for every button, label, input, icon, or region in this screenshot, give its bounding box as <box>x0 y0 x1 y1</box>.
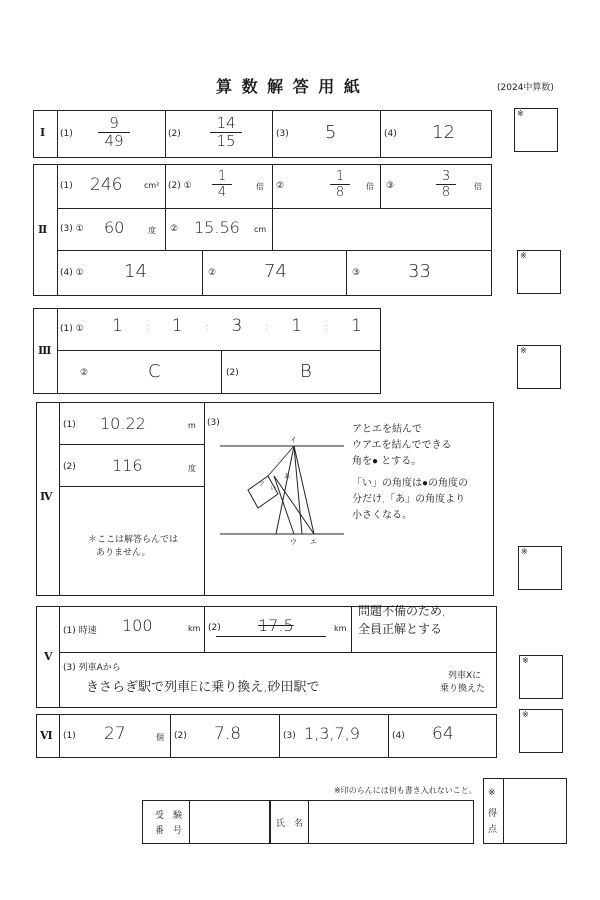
q2-3-1-label: (3) ① <box>60 224 84 234</box>
q4-expl-line: 分だけ,「あ」の角度より <box>352 494 466 505</box>
q4-1-answer[interactable]: 10.22 <box>100 414 146 433</box>
q2-3-2-unit: cm <box>254 225 267 234</box>
q5-note-line: 全員正解とする <box>358 622 443 636</box>
q1-1-label: (1) <box>60 129 73 139</box>
q2-4-3-answer[interactable]: 33 <box>408 261 431 282</box>
exam-number-label-2: 番 号 <box>155 826 183 836</box>
q4-geometry-figure <box>218 430 346 550</box>
q6-4-label: (4) <box>392 731 405 741</box>
score-box-5: ※ <box>519 655 563 699</box>
q5-2-unit: km <box>334 624 347 633</box>
q4-note-line1: ＊ここは解答らんでは <box>88 535 179 545</box>
section-3-number: Ⅲ <box>38 344 52 357</box>
q4-expl-line: アとエを結んで <box>352 424 422 435</box>
q5-1-answer[interactable]: 100 <box>122 616 153 635</box>
score-box-3: ※ <box>517 345 561 389</box>
q4-1-label: (1) <box>63 420 76 430</box>
section-1-number: I <box>40 126 46 139</box>
q2-4-2-answer[interactable]: 74 <box>264 261 287 282</box>
q4-expl-line: 「い」の角度は●の角度の <box>352 478 469 489</box>
q6-2-label: (2) <box>174 731 187 741</box>
score-box-6: ※ <box>519 709 563 753</box>
q5-3-tail-2: 乗り換えた <box>440 684 486 694</box>
fig-label-ii: い <box>270 485 277 492</box>
exam-number-input[interactable] <box>190 801 269 843</box>
q2-2-3-answer[interactable]: 3 8 <box>436 170 456 199</box>
footer-note: ※印のらんには何も書き入れないこと。 <box>334 786 477 795</box>
score-box-2: ※ <box>517 250 561 294</box>
q2-4-2-label: ② <box>208 268 217 278</box>
q4-note-line2: ありません。 <box>96 548 151 558</box>
q5-note-line: 問題不備のため, <box>358 604 446 618</box>
q5-3-answer[interactable]: きさらぎ駅で列車Eに乗り換え,砂田駅で <box>86 680 320 695</box>
q6-1-unit: 個 <box>156 733 164 742</box>
q2-2-2-label: ② <box>276 181 285 191</box>
q2-4-1-answer[interactable]: 14 <box>124 261 147 282</box>
q2-2-1-unit: 倍 <box>256 182 264 191</box>
q4-expl-line: ウアエを結んでできる <box>352 440 452 451</box>
exam-number-label-1: 受 験 <box>155 811 183 821</box>
q4-1-unit: m <box>188 421 196 430</box>
page-title: 算 数 解 答 用 紙 <box>216 77 362 96</box>
exam-code: (2024中算数) <box>497 83 554 93</box>
q2-4-1-label: (4) ① <box>60 268 84 278</box>
q2-2-2-answer[interactable]: 1 8 <box>330 170 350 199</box>
score-box-1: ※ <box>514 108 558 152</box>
fig-label-u: ウ <box>290 538 297 546</box>
q5-1-label: (1) 時速 <box>63 626 97 636</box>
q5-3-label: (3) 列車Aから <box>63 663 121 673</box>
q1-3-answer[interactable]: 5 <box>325 122 337 143</box>
q5-grading-note <box>358 602 446 638</box>
q2-3-2-answer[interactable]: 15.56 <box>194 218 240 237</box>
q2-4-3-label: ③ <box>352 268 361 278</box>
q6-3-answer[interactable]: 1,3,7,9 <box>304 724 360 743</box>
q3-2-answer-b[interactable]: B <box>300 361 312 382</box>
q2-2-1-label: (2) ① <box>168 181 192 191</box>
q2-2-3-label: ③ <box>386 181 395 191</box>
fig-label-i: イ <box>290 436 297 444</box>
fig-label-a: ア <box>259 481 266 488</box>
q2-1-label: (1) <box>60 181 73 191</box>
q1-1-answer[interactable]: 9 49 <box>98 116 130 149</box>
q3-1-answer[interactable]: 1 : 1 : 3 : 1 : 1 <box>112 316 362 336</box>
name-label: 氏 名 <box>276 819 304 829</box>
q4-expl-line: 小さくなる。 <box>352 510 412 521</box>
q5-3-tail-1: 列車Xに <box>448 671 482 681</box>
score-box-4: ※ <box>518 546 562 590</box>
q4-3-explanation[interactable] <box>352 422 468 524</box>
q1-4-label: (4) <box>384 129 397 139</box>
q6-3-label: (3) <box>283 731 296 741</box>
q3-2-label-a: ② <box>80 368 89 378</box>
section-4-number: Ⅳ <box>40 490 53 503</box>
q1-4-answer[interactable]: 12 <box>432 122 455 143</box>
q2-3-2-label: ② <box>170 224 179 234</box>
q5-1-unit: km <box>188 624 201 633</box>
q4-2-unit: 度 <box>188 464 196 473</box>
q1-2-label: (2) <box>168 129 181 139</box>
q4-expl-line: 角を● とする。 <box>352 456 422 467</box>
q5-2-label: (2) <box>208 623 221 633</box>
q2-1-unit: cm² <box>144 181 160 190</box>
q2-1-answer[interactable]: 246 <box>90 175 123 195</box>
section-6-number: Ⅵ <box>40 729 53 742</box>
q3-2-label-b: (2) <box>226 368 239 378</box>
name-input[interactable] <box>309 801 473 843</box>
total-score-mark: ※ <box>488 788 496 798</box>
q2-2-2-unit: 倍 <box>366 182 374 191</box>
section-5-number: V <box>44 650 53 663</box>
q3-2-answer-a[interactable]: C <box>148 361 161 382</box>
q4-3-label: (3) <box>207 418 220 428</box>
q2-3-1-answer[interactable]: 60 <box>104 218 125 237</box>
q2-3-1-unit: 度 <box>148 226 156 235</box>
section-2-number: Ⅱ <box>38 223 48 236</box>
q3-1-label: (1) ① <box>60 324 84 334</box>
q6-4-answer[interactable]: 64 <box>432 724 454 744</box>
q1-2-answer[interactable]: 14 15 <box>210 116 242 149</box>
q6-1-label: (1) <box>63 731 76 741</box>
q2-2-1-answer[interactable]: 1 4 <box>212 170 232 199</box>
fig-label-aa: あ <box>284 473 291 480</box>
q4-2-answer[interactable]: 116 <box>112 456 143 475</box>
q6-1-answer[interactable]: 27 <box>104 724 126 744</box>
q4-2-label: (2) <box>63 462 76 472</box>
fig-label-e: エ <box>310 538 317 546</box>
q1-3-label: (3) <box>276 129 289 139</box>
total-score-label-1: 得 <box>488 809 498 819</box>
q5-2-answer[interactable]: 17.5 <box>258 616 294 635</box>
total-score-label-2: 点 <box>488 825 498 835</box>
q2-2-3-unit: 倍 <box>474 182 482 191</box>
q6-2-answer[interactable]: 7.8 <box>214 724 242 744</box>
